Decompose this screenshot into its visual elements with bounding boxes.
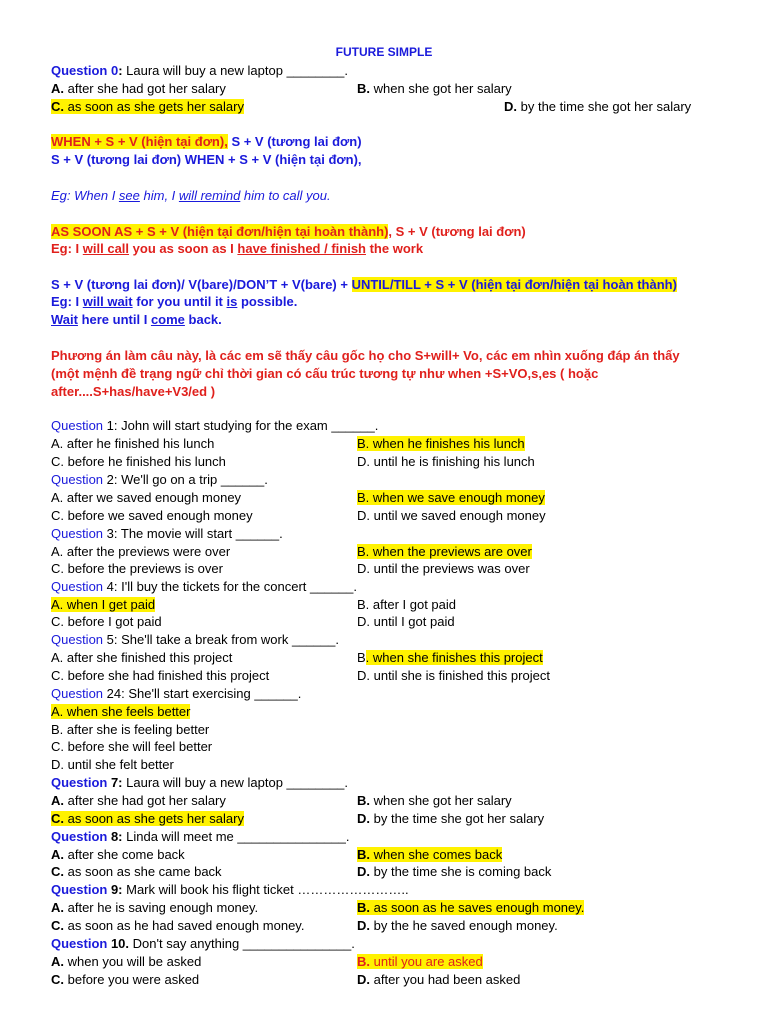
question-2-stem: Question 2: We'll go on a trip ______. — [51, 472, 268, 487]
question-8-stem: Question 8: Linda will meet me _______________. — [51, 829, 350, 844]
question-1-option-d: D. until he is finishing his lunch — [357, 454, 535, 469]
question-10-option-d: D. after you had been asked — [357, 972, 521, 987]
question-24-stem: Question 24: She'll start exercising ______. — [51, 686, 302, 701]
question-9-option-b: B. as soon as he saves enough money. — [357, 900, 585, 915]
question-5-option-d: D. until she is finished this project — [357, 668, 550, 683]
question-3-stem: Question 3: The movie will start ______. — [51, 526, 283, 541]
question-0-option-a: A. after she had got her salary — [51, 81, 226, 96]
question-5-option-b: B. when she finishes this project — [357, 650, 543, 665]
method-line-2: (một mệnh đề trạng ngữ chỉ thời gian có cấu trúc tương tự như when +S+VO,s,es ( hoặc — [51, 366, 599, 381]
rule-as-soon-as: AS SOON AS + S + V (hiện tại đơn/hiện tại hoàn thành), S + V (tương lai đơn) — [51, 224, 526, 239]
question-4-option-a: A. when I get paid — [51, 597, 156, 612]
question-2-option-b: B. when we save enough money — [357, 490, 545, 505]
question-10-stem: Question 10. Don't say anything _______________. — [51, 936, 355, 951]
question-7-option-c: C. as soon as she gets her salary — [51, 811, 244, 826]
rule-when-1: WHEN + S + V (hiện tại đơn), S + V (tương lai đơn) — [51, 134, 362, 149]
example-when: Eg: When I see him, I will remind him to call you. — [51, 188, 331, 203]
rule-until: S + V (tương lai đơn)/ V(bare)/DON’T + V(bare) + UNTIL/TILL + S + V (hiện tại đơn/hiện tại hoàn thành) — [51, 277, 677, 292]
question-8-option-d: D. by the time she is coming back — [357, 864, 552, 879]
rule-when-2: S + V (tương lai đơn) WHEN + S + V (hiện tại đơn), — [51, 152, 362, 167]
question-24-option-b: B. after she is feeling better — [51, 722, 210, 737]
question-9-option-d: D. by the he saved enough money. — [357, 918, 558, 933]
question-5-option-c: C. before she had finished this project — [51, 668, 270, 683]
question-0-option-c: C. as soon as she gets her salary — [51, 99, 244, 114]
question-5-stem: Question 5: She'll take a break from work ______. — [51, 632, 339, 647]
question-2-option-c: C. before we saved enough money — [51, 508, 253, 523]
question-4-option-b: B. after I got paid — [357, 597, 457, 612]
question-8-option-a: A. after she come back — [51, 847, 185, 862]
question-4-option-d: D. until I got paid — [357, 614, 455, 629]
question-10-option-a: A. when you will be asked — [51, 954, 202, 969]
method-line-1: Phương án làm câu này, là các em sẽ thấy câu gốc họ cho S+will+ Vo, các em nhìn xuống đáp án thấy — [51, 348, 680, 363]
question-5-option-a: A. after she finished this project — [51, 650, 233, 665]
question-2-option-a: A. after we saved enough money — [51, 490, 242, 505]
question-8-option-c: C. as soon as she came back — [51, 864, 222, 879]
question-9-stem: Question 9: Mark will book his flight ticket …………………….. — [51, 882, 409, 897]
question-1-stem: Question 1: John will start studying for the exam ______. — [51, 418, 379, 433]
question-2-option-d: D. until we saved enough money — [357, 508, 546, 523]
question-0-option-d: D. by the time she got her salary — [504, 99, 692, 114]
question-3-option-a: A. after the previews were over — [51, 544, 231, 559]
question-9-option-a: A. after he is saving enough money. — [51, 900, 259, 915]
question-7-option-d: D. by the time she got her salary — [357, 811, 545, 826]
example-until-1: Eg: I will wait for you until it is possible. — [51, 294, 298, 309]
question-3-option-b: B. when the previews are over — [357, 544, 532, 559]
question-0-option-b: B. when she got her salary — [357, 81, 512, 96]
question-1-option-a: A. after he finished his lunch — [51, 436, 215, 451]
question-0-stem: Question 0: Laura will buy a new laptop ________. — [51, 63, 349, 78]
question-24-option-c: C. before she will feel better — [51, 739, 213, 754]
document-title: FUTURE SIMPLE — [335, 45, 433, 59]
question-9-option-c: C. as soon as he had saved enough money. — [51, 918, 305, 933]
question-24-option-a: A. when she feels better — [51, 704, 191, 719]
question-10-option-b: B. until you are asked — [357, 954, 483, 969]
question-7-stem: Question 7: Laura will buy a new laptop ________. — [51, 775, 349, 790]
method-line-3: after....S+has/have+V3/ed ) — [51, 384, 216, 399]
question-1-option-b: B. when he finishes his lunch — [357, 436, 525, 451]
question-24-option-d: D. until she felt better — [51, 757, 174, 772]
question-3-option-c: C. before the previews is over — [51, 561, 223, 576]
question-4-option-c: C. before I got paid — [51, 614, 162, 629]
question-4-stem: Question 4: I'll buy the tickets for the concert ______. — [51, 579, 358, 594]
question-8-option-b: B. when she comes back — [357, 847, 503, 862]
example-until-2: Wait here until I come back. — [51, 312, 222, 327]
question-1-option-c: C. before he finished his lunch — [51, 454, 226, 469]
example-as-soon-as: Eg: I will call you as soon as I have finished / finish the work — [51, 241, 424, 256]
question-7-option-a: A. after she had got her salary — [51, 793, 226, 808]
question-3-option-d: D. until the previews was over — [357, 561, 530, 576]
question-7-option-b: B. when she got her salary — [357, 793, 512, 808]
question-10-option-c: C. before you were asked — [51, 972, 200, 987]
